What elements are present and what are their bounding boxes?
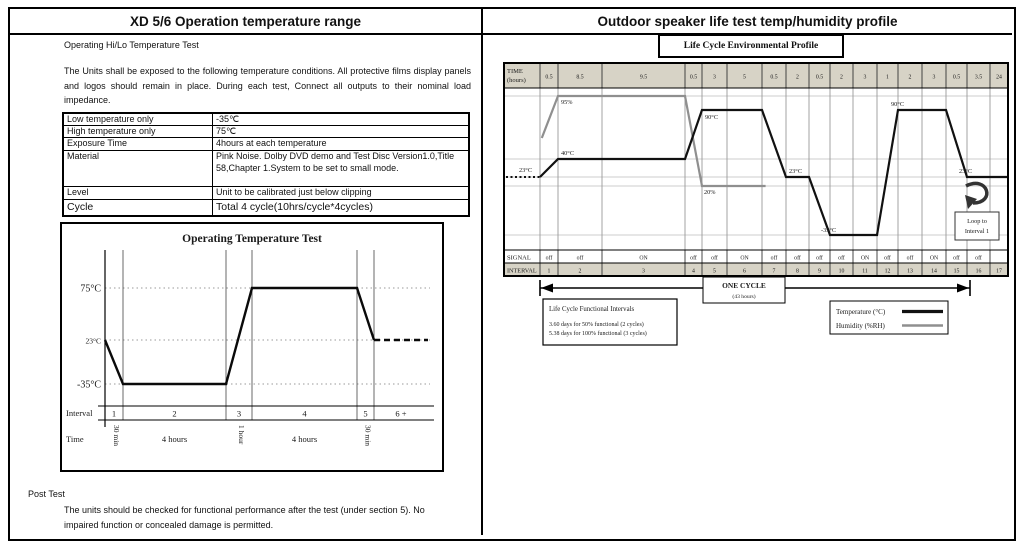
interval-cell: 3 bbox=[642, 268, 645, 275]
post-test-title: Post Test bbox=[28, 489, 65, 499]
interval-cell: 17 bbox=[996, 268, 1002, 275]
time-cell: 0.5 bbox=[545, 74, 553, 81]
table-row bbox=[63, 200, 469, 217]
life-cycle-environmental-chart bbox=[503, 62, 1010, 347]
panel-divider bbox=[481, 9, 483, 535]
y-tick-label: -35°C bbox=[77, 379, 101, 391]
interval-cell: 7 bbox=[772, 268, 776, 275]
time-cell: 1 bbox=[886, 74, 889, 81]
interval-cell: 5 bbox=[363, 408, 368, 419]
time-cell: 3 bbox=[863, 74, 867, 81]
y-tick-label: 75°C bbox=[80, 283, 101, 295]
time-cell: 8.5 bbox=[576, 74, 584, 81]
one-cycle-hours: (43 hours) bbox=[732, 294, 756, 300]
interval-cell: 13 bbox=[907, 268, 913, 275]
row-label: Material bbox=[63, 151, 213, 187]
right-panel-title: Outdoor speaker life test temp/humidity profile bbox=[483, 9, 1012, 35]
temperature-line bbox=[105, 288, 374, 384]
legend-temperature-label: Temperature (°C) bbox=[836, 308, 886, 316]
signal-row-label: SIGNAL bbox=[507, 254, 531, 262]
table-row bbox=[63, 126, 469, 138]
functional-intervals-line: 3.60 days for 50% functional (2 cycles) bbox=[549, 322, 644, 328]
operating-temperature-chart bbox=[60, 222, 444, 472]
interval-cell: 4 bbox=[302, 408, 307, 419]
time-cell: 0.5 bbox=[952, 74, 961, 81]
test-conditions-paragraph: The Units shall be exposed to the following temperature conditions. All protective films display panels and logos should remain in place. During each test, Connect all outputs to their nominal load impedance. bbox=[64, 66, 471, 105]
signal-cell: off bbox=[794, 255, 801, 262]
interval-cell: 10 bbox=[838, 268, 845, 275]
row-label: High temperature only bbox=[63, 126, 213, 138]
signal-cell: off bbox=[770, 255, 778, 262]
interval-cell: 9 bbox=[818, 268, 821, 275]
time-cell: 9.5 bbox=[639, 74, 648, 81]
row-label: Cycle bbox=[63, 200, 213, 217]
interval-cell: 11 bbox=[862, 268, 868, 275]
post-test-body: The units should be checked for functional performance after the test (under section 5). No impaired function or concealed damage is permitted. bbox=[64, 505, 425, 530]
interval-cell: 16 bbox=[975, 268, 982, 275]
interval-cell: 2 bbox=[578, 268, 582, 275]
time-header-label: TIME bbox=[507, 68, 523, 75]
left-panel-title: XD 5/6 Operation temperature range bbox=[10, 9, 481, 35]
interval-cell: 15 bbox=[953, 268, 960, 275]
row-value: 4hours at each temperature bbox=[213, 138, 470, 151]
row-label: Low temperature only bbox=[63, 113, 213, 126]
life-cycle-profile-title: Life Cycle Environmental Profile bbox=[658, 34, 844, 58]
functional-intervals-line: 5.38 days for 100% functional (3 cycles) bbox=[549, 331, 647, 337]
time-cell: 2 bbox=[908, 74, 912, 81]
signal-cell: off bbox=[690, 255, 697, 262]
y-tick-label: 23°C bbox=[85, 336, 101, 346]
signal-cell: ON bbox=[929, 255, 939, 262]
point-label: 20% bbox=[704, 189, 716, 196]
table-row bbox=[63, 187, 469, 200]
time-cell: 0.5 bbox=[770, 74, 778, 81]
time-cell: 30 min bbox=[363, 425, 373, 447]
point-label: 23°C bbox=[959, 168, 973, 175]
interval-cell: 1 bbox=[111, 408, 117, 419]
signal-cell: ON bbox=[860, 255, 870, 262]
table-row bbox=[63, 138, 469, 151]
time-cell: 3.5 bbox=[974, 74, 983, 81]
time-row-label: Time bbox=[66, 434, 84, 444]
interval-cell: 3 bbox=[236, 408, 242, 419]
point-label: 90°C bbox=[705, 114, 719, 121]
table-row bbox=[63, 151, 469, 187]
signal-cell: ON bbox=[639, 255, 648, 262]
table-row bbox=[63, 113, 469, 126]
point-label: 90°C bbox=[891, 101, 905, 108]
interval-cell: 5 bbox=[713, 268, 716, 275]
one-cycle-label: ONE CYCLE bbox=[722, 281, 766, 290]
test-conditions-table bbox=[62, 112, 470, 217]
signal-cell: off bbox=[884, 255, 891, 262]
interval-cell: 6 + bbox=[395, 408, 407, 419]
row-value: 75℃ bbox=[213, 126, 470, 138]
time-cell: 5 bbox=[743, 74, 746, 81]
signal-cell: ON bbox=[740, 255, 749, 262]
point-label: 40°C bbox=[561, 150, 575, 157]
point-label: 23°C bbox=[789, 168, 803, 175]
time-cell: 30 min bbox=[112, 425, 121, 447]
point-label: 95% bbox=[561, 99, 573, 106]
interval-cell: 12 bbox=[884, 268, 891, 275]
time-cell: 2 bbox=[796, 74, 799, 81]
time-cell: 3 bbox=[713, 74, 716, 81]
interval-row-label: Interval bbox=[66, 408, 93, 418]
signal-cell: off bbox=[816, 255, 823, 262]
time-cell: 0.5 bbox=[815, 74, 824, 81]
signal-cell: off bbox=[953, 255, 960, 262]
interval-cell: 8 bbox=[796, 268, 799, 275]
row-value: Unit to be calibrated just below clipping bbox=[213, 187, 470, 200]
signal-cell: off bbox=[975, 255, 982, 262]
functional-intervals-title: Life Cycle Functional Intervals bbox=[549, 306, 635, 313]
time-cell: 24 bbox=[996, 74, 1002, 81]
interval-cell: 4 bbox=[692, 268, 695, 275]
loop-box-label: Loop to bbox=[967, 218, 987, 225]
signal-cell: off bbox=[838, 255, 845, 262]
signal-cell: off bbox=[711, 255, 718, 262]
interval-cell: 1 bbox=[547, 268, 551, 275]
row-value: -35℃ bbox=[213, 113, 470, 126]
time-cell: 0.5 bbox=[689, 74, 698, 81]
point-label: -35°C bbox=[821, 227, 837, 234]
chart-title: Operating Temperature Test bbox=[182, 233, 322, 245]
time-cell: 2 bbox=[840, 74, 843, 81]
time-cell: 4 hours bbox=[161, 434, 188, 444]
row-label: Level bbox=[63, 187, 213, 200]
signal-cell: off bbox=[906, 255, 914, 262]
one-cycle-arrowhead bbox=[957, 284, 969, 293]
interval-cell: 6 bbox=[743, 268, 746, 275]
row-value: Pink Noise. Dolby DVD demo and Test Disc Version1.0,Title 58,Chapter 1.System to be set to small mode. bbox=[213, 151, 470, 187]
temperature-line bbox=[540, 110, 1008, 235]
one-cycle-arrowhead bbox=[541, 284, 553, 293]
loop-box bbox=[955, 212, 999, 240]
time-header-label: (hours) bbox=[507, 77, 526, 84]
time-cell: 3 bbox=[932, 74, 936, 81]
interval-cell: 2 bbox=[172, 408, 177, 419]
interval-row-label: INTERVAL bbox=[507, 267, 537, 275]
time-cell: 4 hours bbox=[291, 434, 318, 444]
loop-box-label: Interval 1 bbox=[964, 228, 990, 235]
signal-cell: off bbox=[576, 255, 584, 262]
legend-humidity-label: Humidity (%RH) bbox=[836, 322, 885, 330]
interval-cell: 14 bbox=[931, 268, 937, 275]
row-value: Total 4 cycle(10hrs/cycle*4cycles) bbox=[213, 200, 470, 217]
point-label: 23°C bbox=[519, 167, 533, 174]
row-label: Exposure Time bbox=[63, 138, 213, 151]
time-cell: 1 hour bbox=[237, 425, 246, 445]
operating-test-subtitle: Operating Hi/Lo Temperature Test bbox=[64, 40, 199, 50]
signal-cell: off bbox=[545, 255, 553, 262]
